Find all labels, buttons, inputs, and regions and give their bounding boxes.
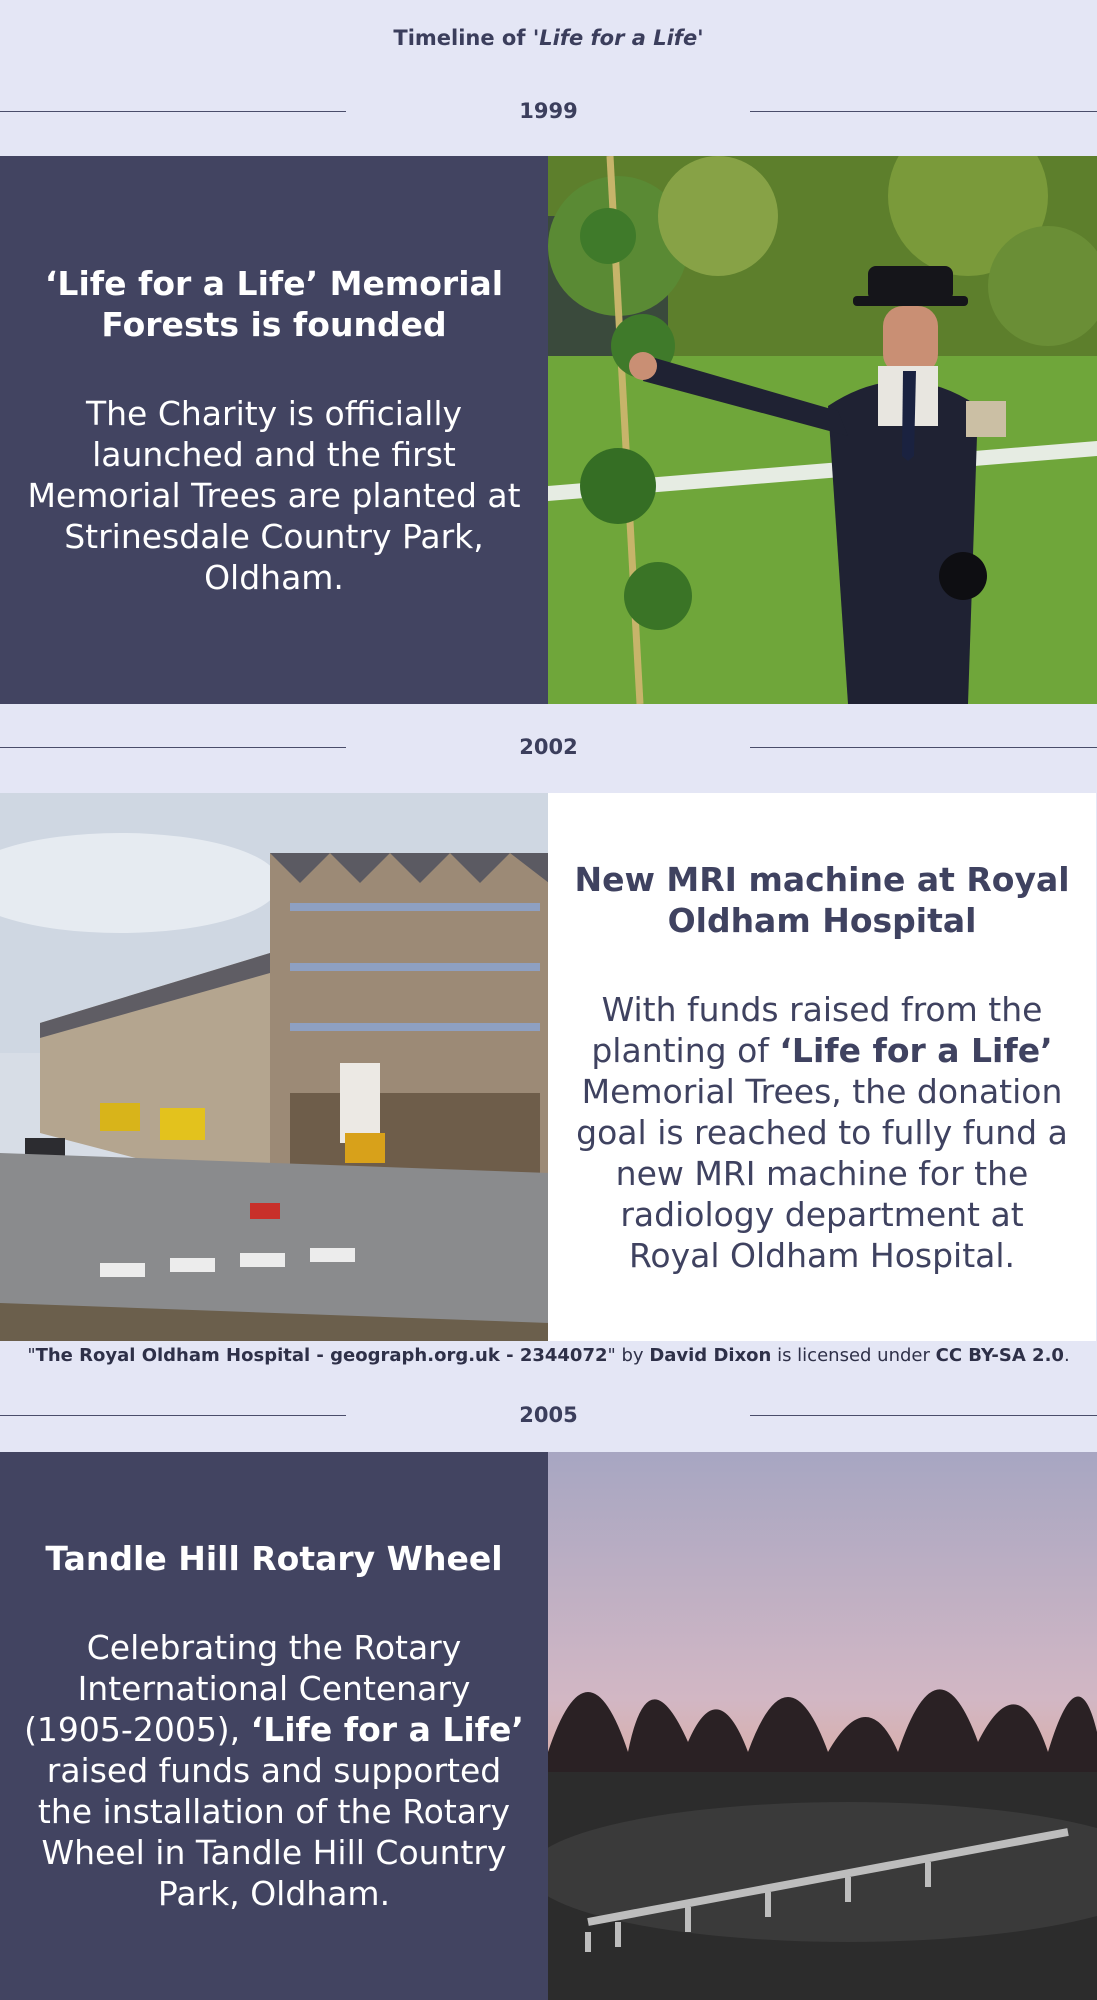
entry-body-bold: ‘Life for a Life’	[250, 1710, 524, 1749]
credit-author-link[interactable]: David Dixon	[649, 1345, 772, 1366]
timeline-entry-2002	[0, 793, 1097, 1341]
entry-text-panel	[0, 156, 548, 704]
entry-body	[572, 989, 1072, 1276]
credit-quote: "	[27, 1345, 36, 1366]
credit-text: .	[1063, 1345, 1070, 1366]
timeline-entry-2005	[0, 1452, 1097, 2000]
divider-line	[750, 1415, 1097, 1416]
divider-line	[750, 111, 1097, 112]
year-label: 1999	[519, 99, 578, 123]
entry-text-panel	[0, 1452, 548, 2000]
credit-text: is licensed under	[771, 1345, 936, 1366]
entry-heading: ‘Life for a Life’ Memorial Forests is founded	[44, 263, 504, 344]
entry-body	[24, 1627, 524, 1914]
sunset-trees-photo	[548, 1452, 1097, 2000]
year-label: 2002	[519, 735, 578, 759]
year-label: 2005	[519, 1403, 578, 1427]
entry-heading: New MRI machine at Royal Oldham Hospital	[574, 859, 1070, 940]
entry-body: The Charity is officially launched and the first Memorial Trees are planted at Strinesdale Country Park, Oldham.	[27, 393, 521, 597]
year-divider-1999	[0, 91, 1097, 131]
entry-body-text: raised funds and supported the installation of the Rotary Wheel in Tandle Hill Country Park, Oldham.	[37, 1751, 511, 1913]
entry-body-bold: ‘Life for a Life’	[779, 1030, 1053, 1070]
entry-body-text: Memorial Trees, the donation goal is reached to fully fund a new MRI machine for the radiology department at Royal Oldham Hospital.	[576, 1071, 1068, 1275]
credit-license-link[interactable]: CC BY-SA 2.0	[935, 1345, 1064, 1366]
title-italic: 'Life for a Life'	[532, 26, 704, 50]
entry-body-text: Celebrating the Rotary International Centenary (1905-2005),	[24, 1628, 471, 1749]
title-prefix: Timeline of	[393, 26, 533, 50]
entry-text-panel	[548, 793, 1096, 1341]
divider-line	[750, 747, 1097, 748]
page-title	[0, 26, 1097, 50]
timeline-entry-1999	[0, 156, 1097, 704]
entry-heading: Tandle Hill Rotary Wheel	[45, 1539, 503, 1578]
year-divider-2002	[0, 727, 1097, 767]
entry-body-text: With funds raised from the planting of	[591, 989, 1043, 1070]
year-divider-2005	[0, 1395, 1097, 1435]
man-planting-tree-photo	[548, 156, 1097, 704]
credit-text: " by	[607, 1345, 650, 1366]
hospital-building-photo	[0, 793, 549, 1341]
image-credit	[0, 1345, 1097, 1366]
credit-work-link[interactable]: The Royal Oldham Hospital - geograph.org.uk - 2344072	[35, 1345, 608, 1366]
